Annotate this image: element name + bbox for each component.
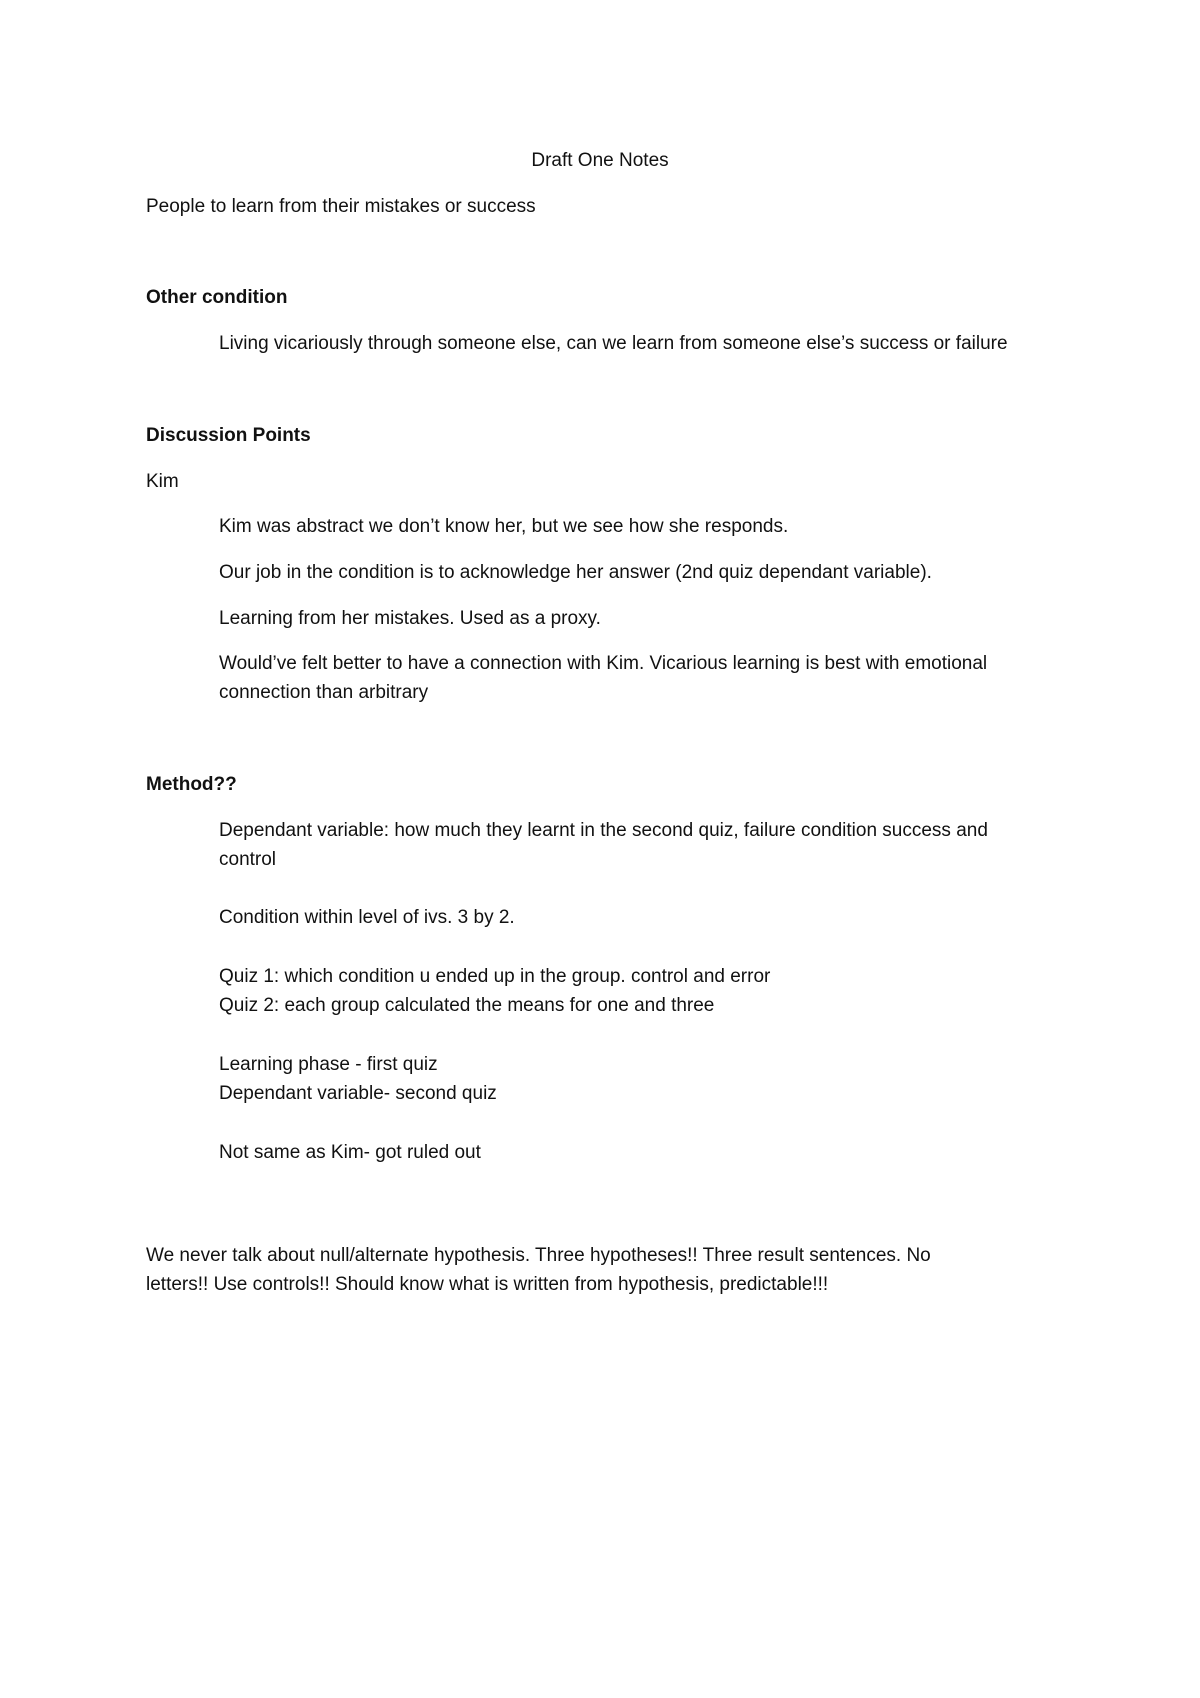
method-line: Not same as Kim- got ruled out — [219, 1142, 481, 1163]
discussion-line: connection than arbitrary — [219, 682, 429, 703]
closing-line: letters!! Use controls!! Should know what is written from hypothesis, predictable!!! — [146, 1274, 829, 1295]
intro-text: People to learn from their mistakes or success — [146, 196, 536, 217]
discussion-line: Kim was abstract we don’t know her, but we see how she responds. — [219, 516, 789, 537]
document-title: Draft One Notes — [531, 150, 669, 171]
method-line: Quiz 2: each group calculated the means for one and three — [219, 995, 715, 1016]
method-line: Condition within level of ivs. 3 by 2. — [219, 907, 515, 928]
discussion-line: Learning from her mistakes. Used as a proxy. — [219, 608, 601, 629]
other-condition-heading: Other condition — [146, 287, 288, 308]
discussion-points-heading: Discussion Points — [146, 425, 311, 446]
method-line: Dependant variable- second quiz — [219, 1083, 497, 1104]
method-heading: Method?? — [146, 774, 237, 795]
method-line: Learning phase - first quiz — [219, 1054, 438, 1075]
discussion-line: Would’ve felt better to have a connection with Kim. Vicarious learning is best with emotional — [219, 653, 988, 674]
closing-line: We never talk about null/alternate hypothesis. Three hypotheses!! Three result sentences. No — [146, 1245, 931, 1266]
discussion-subheading-kim: Kim — [146, 471, 179, 492]
other-condition-line: Living vicariously through someone else, can we learn from someone else’s success or failure — [219, 333, 1008, 354]
discussion-line: Our job in the condition is to acknowledge her answer (2nd quiz dependant variable). — [219, 562, 932, 583]
method-line: control — [219, 849, 277, 870]
method-line: Dependant variable: how much they learnt in the second quiz, failure condition success and — [219, 820, 988, 841]
method-line: Quiz 1: which condition u ended up in the group. control and error — [219, 966, 771, 987]
